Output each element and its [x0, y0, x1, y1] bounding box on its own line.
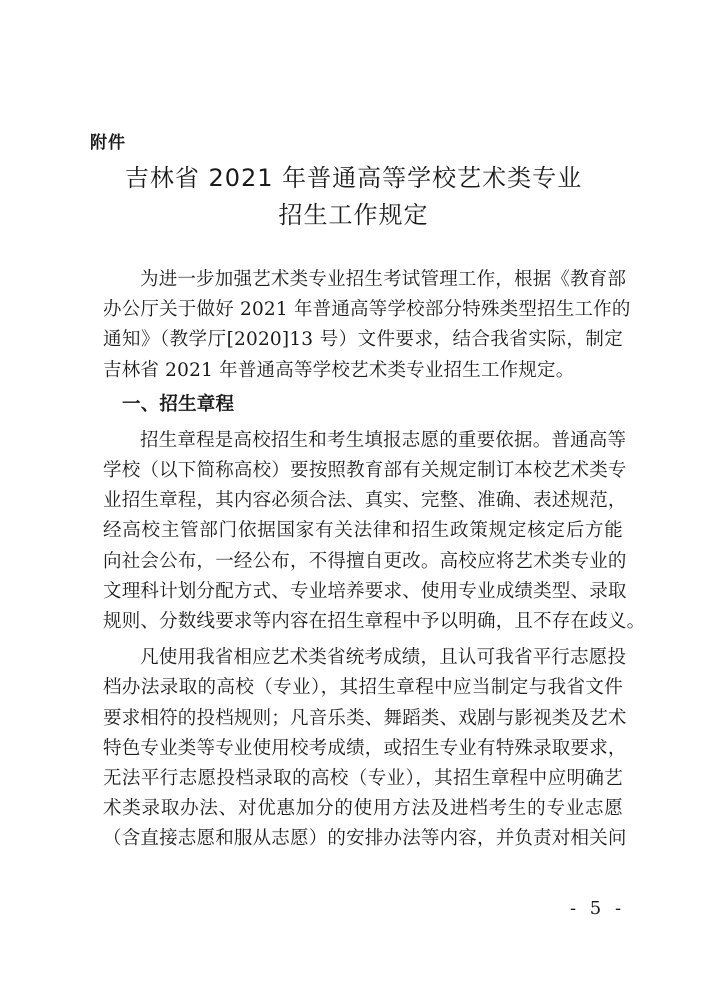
paragraph-line: 术类录取办法、对优惠加分的使用方法及进档考生的专业志愿	[103, 798, 623, 820]
document-body	[103, 265, 646, 855]
intro-line: 吉林省 2021 年普通高等学校艺术类专业招生工作规定。	[103, 359, 575, 381]
paragraph-line: 规则、分数线要求等内容在招生章程中予以明确，且不存在歧义。	[103, 611, 646, 633]
attachment-label: 附件	[90, 133, 126, 153]
document-title-line-2: 招生工作规定	[278, 201, 429, 229]
paragraph-line: 文理科计划分配方式、专业培养要求、使用专业成绩类型、录取	[103, 580, 627, 602]
intro-line: 为进一步加强艺术类专业招生考试管理工作，根据《教育部	[140, 269, 627, 290]
charter-paragraph-2	[103, 643, 627, 854]
charter-paragraph-1	[103, 426, 646, 637]
paragraph-line: 凡使用我省相应艺术类省统考成绩，且认可我省平行志愿投	[140, 647, 627, 669]
intro-paragraph	[103, 265, 631, 386]
paragraph-line: 特色专业类等专业使用校考成绩，或招生专业有特殊录取要求，	[103, 737, 627, 759]
section-heading-admission-charter: 一、招生章程	[122, 393, 235, 415]
paragraph-line: 要求相符的投档规则；凡音乐类、舞蹈类、戏剧与影视类及艺术	[103, 707, 627, 729]
page-number: - 5 -	[570, 898, 626, 919]
paragraph-line: （含直接志愿和服从志愿）的安排办法等内容，并负责对相关问	[103, 828, 627, 850]
intro-line: 办公厅关于做好 2021 年普通高等学校部分特殊类型招生工作的	[103, 299, 631, 321]
document-title-line-1: 吉林省 2021 年普通高等学校艺术类专业	[124, 164, 583, 192]
paragraph-line: 学校（以下简称高校）要按照教育部有关规定制订本校艺术类专	[103, 460, 627, 482]
paragraph-line: 业招生章程，其内容必须合法、真实、完整、准确、表述规范，	[103, 490, 627, 512]
paragraph-line: 招生章程是高校招生和考生填报志愿的重要依据。普通高等	[140, 429, 627, 451]
paragraph-line: 经高校主管部门依据国家有关法律和招生政策规定核定后方能	[103, 520, 623, 542]
paragraph-line: 向社会公布，一经公布，不得擅自更改。高校应将艺术类专业的	[103, 550, 627, 572]
intro-line: 通知》（教学厅[2020]13 号）文件要求，结合我省实际，制定	[103, 329, 623, 351]
paragraph-line: 无法平行志愿投档录取的高校（专业），其招生章程中应明确艺	[103, 768, 623, 790]
paragraph-line: 档办法录取的高校（专业），其招生章程中应当制定与我省文件	[103, 677, 623, 699]
